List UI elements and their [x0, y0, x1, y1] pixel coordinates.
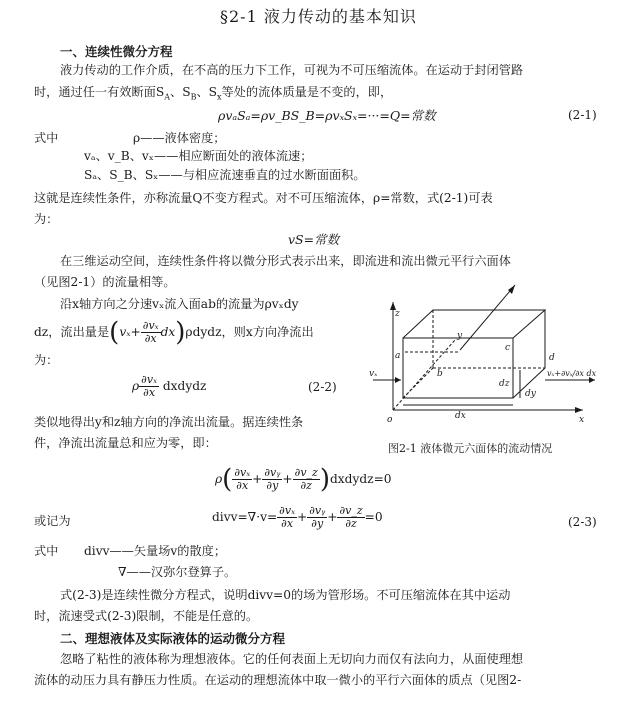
- fraction-numerator: ∂vₓ: [234, 466, 251, 479]
- figure-parallelepiped: [365, 280, 615, 430]
- label-d: d: [549, 353, 555, 363]
- right-face: [513, 310, 545, 398]
- equation-sum: ρ( $\frac{\text{∂vₓ}}{\partial x}$ + $\frac{\text{∂vᵧ}}{\partial y}$ + $\frac{\partial v\_z}{\partial z}$ )dxdydz=0: [215, 464, 392, 495]
- arrow-head: [395, 377, 401, 383]
- equation-2-3: divv=∇·v= $\frac{\text{∂vₓ}}{\partial x}$ + $\frac{\text{∂vᵧ}}{\partial y}$ + $\frac{\partial v\_z}{\partial z}$ =0: [212, 504, 383, 530]
- fraction-denominator: ∂x: [144, 332, 157, 345]
- text-run: ρ: [132, 379, 140, 393]
- fraction-numerator: ∂vₓ: [142, 319, 159, 332]
- huoji-label: 或记为: [34, 514, 71, 528]
- fraction: [232, 467, 252, 492]
- fraction: [277, 505, 297, 530]
- page-title: §2-1 液力传动的基本知识: [220, 7, 417, 26]
- equation-number: (2-3): [568, 515, 597, 529]
- equation-number: (2-1): [568, 108, 597, 122]
- label-dz: dz: [499, 379, 510, 389]
- paragraph-line: 式(2-3)是连续性微分方程式，说明divv=0的场为管形场。不可压缩流体在其中运动: [60, 588, 511, 602]
- fraction: [307, 505, 327, 530]
- label-z: z: [395, 309, 400, 319]
- paragraph-line: 类似地得出y和z轴方向的净流出流量。据连续性条: [34, 415, 304, 429]
- label-a: a: [395, 351, 401, 361]
- fraction-denominator: ∂z: [300, 479, 312, 492]
- paragraph-line: （见图2-1）的流量相等。: [34, 275, 176, 289]
- text-run: 、S: [196, 85, 217, 99]
- label-x: x: [579, 415, 585, 425]
- paragraph-line: 液力传动的工作介质，在不高的压力下工作，可视为不可压缩流体。在运动于封闭管路: [60, 63, 524, 77]
- section-heading-1: 一、连续性微分方程: [60, 44, 173, 59]
- paren: ): [175, 317, 186, 348]
- paragraph-line: 时，通过任一有效断面$S_A$、$S_B$、$S_x$等处的流体质量是不变的，即，: [34, 85, 393, 102]
- fraction-numerator: ∂v_z: [294, 466, 318, 479]
- figure-caption: 图2-1 液体微元六面体的流动情况: [388, 442, 553, 455]
- paragraph-line: 忽略了粘性的液体称为理想液体。它的任何表面上无切向力而仅有法向力，从面使理想: [60, 652, 524, 666]
- fraction-numerator: ∂vₓ: [141, 373, 157, 386]
- text-run: 等处的流体质量是不变的，即，: [221, 85, 393, 99]
- paragraph-line: 为：: [34, 353, 59, 367]
- paragraph-line: 为：: [34, 212, 59, 226]
- text-run: divv=∇·v=: [212, 510, 278, 524]
- text-run: vₓ+: [119, 325, 141, 339]
- text-run: dz，流出量是: [34, 325, 110, 339]
- flow-line: [460, 285, 515, 350]
- fraction-numerator: ∂v_z: [339, 504, 363, 517]
- fraction: [293, 467, 320, 492]
- label-y: y: [457, 331, 463, 341]
- paragraph-line: [34, 317, 314, 348]
- shizhong-label: 式中: [34, 544, 59, 558]
- paragraph-line: 流体的动压力具有静压力性质。在运动的理想流体中取一微小的平行六面体的质点（见图2-: [34, 673, 522, 687]
- hidden-edge: [403, 368, 433, 398]
- text-run: 时，通过任一有效断面S: [34, 85, 165, 99]
- label-c: c: [505, 343, 511, 353]
- label-dy: dy: [525, 389, 536, 399]
- paragraph-line: 时，流速受式(2-3)限制，不能是任意的。: [34, 609, 259, 623]
- definition-div: divv——矢量场v的散度；: [84, 544, 227, 558]
- fraction: [139, 374, 159, 399]
- label-o: o: [387, 415, 393, 425]
- label-b: b: [437, 369, 443, 379]
- paren: (: [109, 317, 120, 348]
- fraction-denominator: ∂x: [236, 479, 249, 492]
- paragraph-line: 这就是连续性条件，亦称流量Q不变方程式。对不可压缩流体，ρ=常数，式(2-1)可表: [34, 191, 493, 205]
- fraction-numerator: ∂vᵧ: [309, 504, 326, 517]
- section-heading-2: 二、理想液体及实际液体的运动微分方程: [60, 631, 286, 646]
- label-vx-out: vₓ+∂vₓ/∂x dx: [547, 369, 597, 378]
- text-run: ρ: [215, 472, 223, 486]
- text-run: 、S: [170, 85, 191, 99]
- paren: ): [319, 464, 330, 495]
- text-run: =0: [364, 510, 383, 524]
- text-run: dxdydz=0: [329, 472, 392, 486]
- definition-velocity: vₐ、v_B、vₓ——相应断面处的液体流速；: [84, 149, 313, 163]
- text-run: dx: [160, 325, 176, 339]
- text-run: dxdydz: [162, 379, 207, 393]
- fraction-denominator: ∂z: [345, 517, 357, 530]
- paragraph-line: 件，净流出流量总和应为零，即：: [34, 436, 217, 450]
- equation-vs: vS=常数: [288, 232, 340, 247]
- shizhong-label: 式中: [34, 131, 59, 145]
- arrow-head: [575, 407, 583, 413]
- fraction-denominator: ∂x: [281, 517, 294, 530]
- paragraph-line: 沿x轴方向之分速vₓ流入面ab的流量为ρvₓdy: [60, 297, 299, 311]
- fraction-denominator: ∂y: [311, 517, 324, 530]
- paren: (: [222, 464, 233, 495]
- y-axis: [393, 340, 455, 410]
- fraction: [141, 320, 161, 345]
- equation-number: (2-2): [308, 380, 337, 394]
- definition-rho: ρ——液体密度；: [133, 131, 226, 145]
- text-run: ρdydz，则x方向净流出: [185, 325, 314, 339]
- fraction-numerator: ∂vᵧ: [264, 466, 281, 479]
- definition-nabla: ∇——汉弥尔登算子。: [118, 565, 237, 579]
- paragraph-line: 在三维运动空间，连续性条件将以微分形式表示出来，即流进和流出微元平行六面体: [60, 254, 511, 268]
- equation-2-1: ρvₐSₐ=ρv_BS_B=ρvₓSₓ=···=Q=常数: [218, 108, 436, 123]
- fraction-denominator: ∂y: [266, 479, 279, 492]
- fraction-denominator: ∂x: [143, 386, 156, 399]
- fraction: [262, 467, 282, 492]
- equation-2-2: [132, 374, 206, 399]
- label-dx: dx: [455, 411, 466, 421]
- fraction: [337, 505, 364, 530]
- label-vx: vₓ: [369, 369, 378, 379]
- definition-area: Sₐ、S_B、Sₓ——与相应流速垂直的过水断面面积。: [84, 168, 366, 182]
- fraction-numerator: ∂vₓ: [279, 504, 295, 517]
